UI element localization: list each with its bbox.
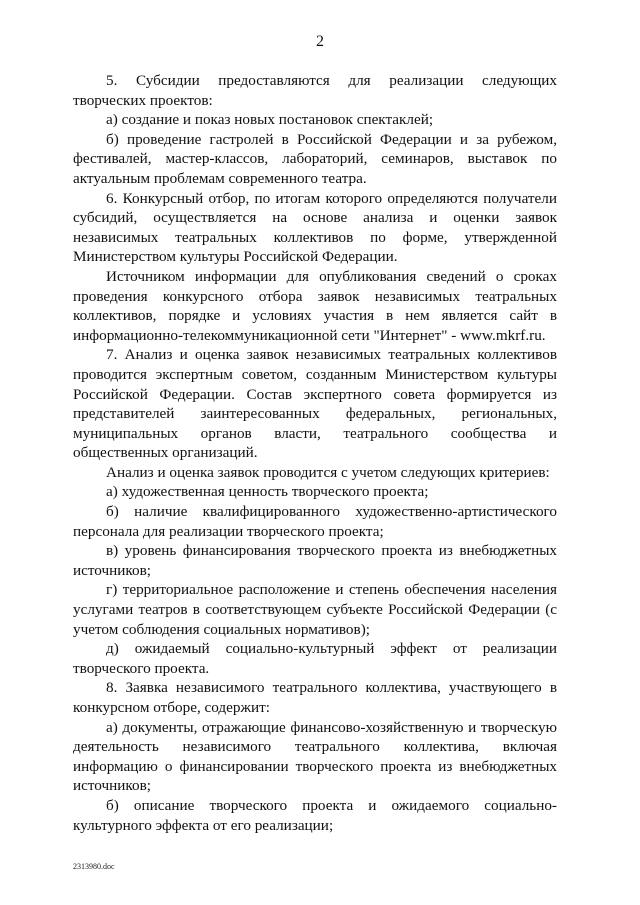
paragraph-7g: г) территориальное расположение и степень обеспечения населения услугами театров в соответствующем субъекте Российской Федерации (с учетом соблюдения социальных нормативов); <box>73 581 557 638</box>
paragraph-8: 8. Заявка независимого театрального коллектива, участвующего в конкурсном отборе, содержит: <box>73 679 557 716</box>
paragraph-5b: б) проведение гастролей в Российской Федерации и за рубежом, фестивалей, мастер-классов, лабораторий, семинаров, выставок по актуальным проблемам современного театра. <box>73 130 557 187</box>
paragraph-6: 6. Конкурсный отбор, по итогам которого определяются получатели субсидий, осуществляется на основе анализа и оценки заявок независимых театральных коллективов по форме, утвержденной Министерством культуры Российской Федерации. <box>73 189 557 266</box>
paragraph-7-criteria-intro: Анализ и оценка заявок проводится с учетом следующих критериев: <box>106 463 550 481</box>
page-number: 2 <box>316 33 324 50</box>
paragraph-8b: б) описание творческого проекта и ожидаемого социально-культурного эффекта от его реализации; <box>73 796 557 834</box>
paragraph-5a: а) создание и показ новых постановок спектаклей; <box>106 111 434 129</box>
paragraph-7b: б) наличие квалифицированного художественно-артистического персонала для реализации творческого проекта; <box>73 503 557 540</box>
paragraph-7a: а) художественная ценность творческого проекта; <box>106 483 429 501</box>
paragraph-7v: в) уровень финансирования творческого проекта из внебюджетных источников; <box>73 542 557 579</box>
paragraph-6-info-source: Источником информации для опубликования сведений о сроках проведения конкурсного отбора заявок независимых театральных коллективов, порядке и условиях участия в нем является сайт в информационно-телекоммуникационной сети "Интернет" - www.mkrf.ru. <box>73 267 557 344</box>
file-name-footer: 2313980.doc <box>73 862 115 871</box>
paragraph-5: 5. Субсидии предоставляются для реализации следующих творческих проектов: <box>73 72 557 109</box>
paragraph-7: 7. Анализ и оценка заявок независимых театральных коллективов проводится экспертным советом, созданным Министерством культуры Российской Федерации. Состав экспертного совета формируется из представителей заинтересованных федеральных, региональных, муниципальных органов власти, театрального сообщества и общественных организаций. <box>73 346 557 462</box>
document-body <box>73 71 557 835</box>
paragraph-7d: д) ожидаемый социально-культурный эффект от реализации творческого проекта. <box>73 640 557 677</box>
paragraph-8a: а) документы, отражающие финансово-хозяйственную и творческую деятельность независимого театрального коллектива, включая информацию о финансировании творческого проекта из внебюджетных источников; <box>73 718 557 795</box>
